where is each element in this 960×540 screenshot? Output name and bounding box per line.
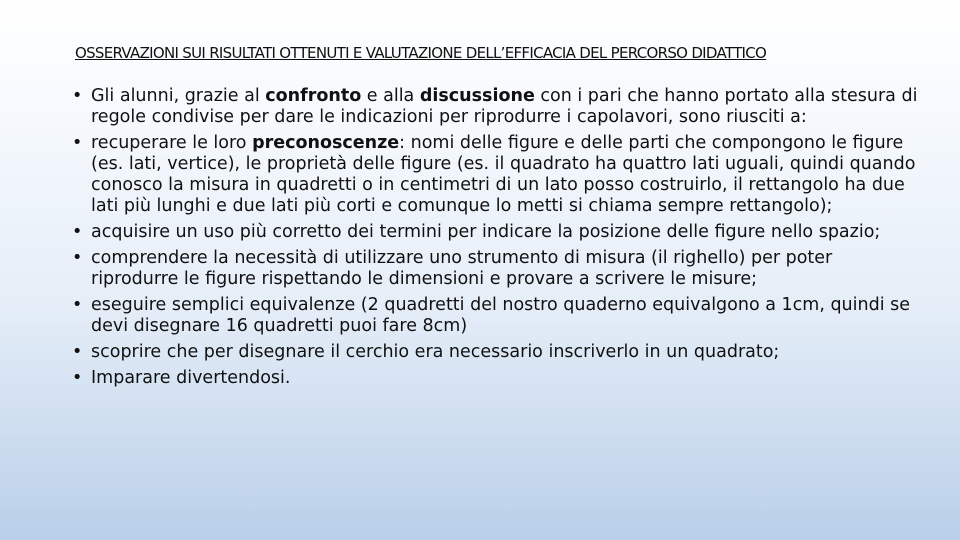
bullet-item	[70, 368, 920, 389]
bullet-dot: •	[72, 368, 83, 388]
bullet-text-part: Gli alunni, grazie al	[91, 86, 266, 106]
bullet-text-part: eseguire semplici equivalenze (2 quadretti del nostro quaderno equivalgono a 1cm, quindi se devi disegnare 16 quadretti puoi fare 8cm)	[91, 295, 911, 336]
bullet-item	[70, 295, 920, 337]
bullet-dot: •	[72, 342, 83, 362]
bullet-text	[91, 342, 779, 362]
bullet-item	[70, 342, 920, 363]
bullet-text-part: : nomi delle figure e delle parti che compongono le figure (es. lati, vertice), le proprietà delle figure (es. il quadrato ha quattro lati uguali, quindi quando conosco la misura in quadretti o in centimetri di un lato posso costruirlo, il rettangolo ha due lati più lunghi e due lati più corti e comunque lo metti si chiama sempre rettangolo);	[91, 133, 916, 216]
bullet-list	[70, 86, 920, 394]
bullet-text-part: e alla	[361, 86, 420, 106]
bullet-item	[70, 222, 920, 243]
bullet-dot: •	[72, 133, 83, 153]
bullet-dot: •	[72, 86, 83, 106]
bullet-text-part-bold: preconoscenze	[252, 133, 400, 153]
bullet-text	[91, 86, 917, 127]
bullet-text-part: con i pari che hanno portato alla stesura di regole condivise per dare le indicazioni per riprodurre i capolavori, sono riusciti a:	[91, 86, 918, 127]
bullet-text-part-bold: discussione	[419, 86, 535, 106]
bullet-text	[91, 133, 915, 216]
bullet-dot: •	[72, 248, 83, 268]
bullet-dot: •	[72, 295, 83, 315]
bullet-text-part: Imparare divertendosi.	[91, 368, 291, 388]
bullet-text-part: acquisire un uso più corretto dei termini per indicare la posizione delle figure nello spazio;	[91, 222, 881, 242]
bullet-text	[91, 248, 832, 289]
bullet-text	[91, 222, 880, 242]
bullet-item	[70, 133, 920, 217]
slide-title: OSSERVAZIONI SUI RISULTATI OTTENUTI E VALUTAZIONE DELL’EFFICACIA DEL PERCORSO DIDATTICO	[75, 44, 767, 62]
bullet-text	[91, 368, 290, 388]
bullet-text-part: recuperare le loro	[91, 133, 253, 153]
bullet-text-part: scoprire che per disegnare il cerchio era necessario inscriverlo in un quadrato;	[91, 342, 780, 362]
bullet-text	[91, 295, 910, 336]
bullet-dot: •	[72, 222, 83, 242]
bullet-text-part: comprendere la necessità di utilizzare uno strumento di misura (il righello) per poter riprodurre le figure rispettando le dimensioni e provare a scrivere le misure;	[91, 248, 833, 289]
bullet-text-part-bold: confronto	[265, 86, 362, 106]
bullet-item	[70, 248, 920, 290]
bullet-item	[70, 86, 920, 128]
